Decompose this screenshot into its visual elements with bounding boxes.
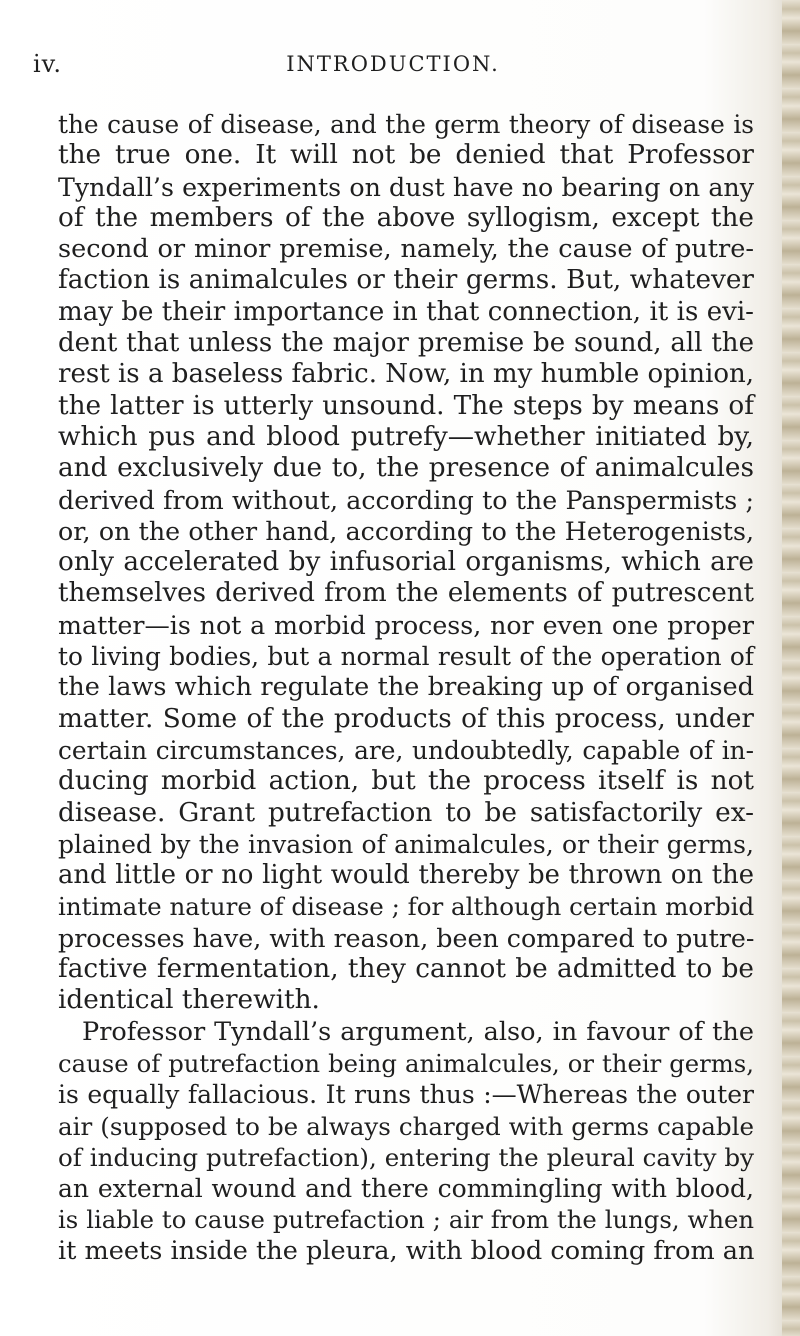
text-line: or, on the other hand, according to the Heterogenists, (58, 516, 754, 546)
text-line: disease. Grant putrefaction to be satisfactorily ex- (58, 797, 754, 828)
text-line: to living bodies, but a normal result of the operation of (58, 642, 754, 672)
text-line: cause of putrefaction being animalcules, or their germs, (58, 1048, 754, 1078)
text-line: of the members of the above syllogism, except the (58, 202, 754, 233)
text-line: faction is animalcules or their germs. But, whatever (58, 265, 754, 296)
text-line: and exclusively due to, the presence of animalcules (58, 453, 754, 484)
text-line: ducing morbid action, but the process itself is not (58, 766, 754, 797)
text-line: of inducing putrefaction), entering the pleural cavity by (58, 1142, 754, 1172)
text-line: which pus and blood putrefy—whether initiated by, (58, 421, 754, 452)
text-line: rest is a baseless fabric. Now, in my humble opinion, (58, 359, 755, 390)
text-line: plained by the invasion of animalcules, or their germs, (58, 829, 754, 859)
text-line: is equally fallacious. It runs thus :—Whereas the outer (58, 1080, 754, 1110)
text-line: the latter is utterly unsound. The steps by means of (58, 390, 754, 421)
page-edge-shadow (782, 0, 800, 1336)
text-line: intimate nature of disease ; for although certain morbid (58, 892, 755, 922)
text-line: the laws which regulate the breaking up of organised (58, 672, 754, 703)
text-line: matter. Some of the products of this process, under (58, 703, 754, 734)
text-line: matter—is not a morbid process, nor even one proper (58, 610, 754, 640)
text-line: the cause of disease, and the germ theory of disease is (58, 110, 754, 139)
text-line: Professor Tyndall’s argument, also, in favour of the (82, 1016, 754, 1047)
page-number: iv. (33, 50, 63, 78)
text-line: derived from without, according to the Panspermists ; (58, 485, 754, 515)
text-line: and little or no light would thereby be thrown on the (58, 860, 754, 891)
text-line: an external wound and there commingling with blood, (58, 1174, 754, 1204)
text-line: it meets inside the pleura, with blood coming from an (58, 1235, 755, 1266)
text-line: air (supposed to be always charged with germs capable (58, 1111, 754, 1141)
text-line: is liable to cause putrefaction ; air from the lungs, when (58, 1205, 754, 1235)
text-line: Tyndall’s experiments on dust have no bearing on any (58, 172, 754, 202)
running-head: INTRODUCTION. (286, 52, 500, 76)
text-line: second or minor premise, namely, the cause of putre- (58, 234, 754, 265)
text-line: certain circumstances, are, undoubtedly, capable of in- (58, 735, 754, 765)
body-text (58, 109, 754, 1267)
text-line: the true one. It will not be denied that Professor (58, 140, 754, 171)
text-line: processes have, with reason, been compared to putre- (58, 923, 755, 953)
text-line: dent that unless the major premise be sound, all the (58, 328, 754, 359)
text-line: themselves derived from the elements of putrescent (58, 578, 754, 609)
text-line: identical therewith. (58, 985, 320, 1016)
text-line: only accelerated by infusorial organisms, which are (58, 547, 754, 578)
text-line: factive fermentation, they cannot be admitted to be (58, 954, 754, 985)
text-line: may be their importance in that connection, it is evi- (58, 296, 754, 327)
page-header (33, 50, 753, 84)
